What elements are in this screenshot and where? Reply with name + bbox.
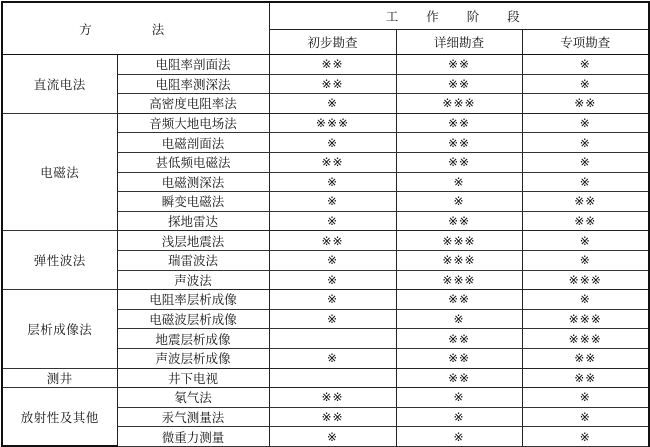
rating-cell: ※※※	[396, 94, 522, 114]
rating-cell: ※	[396, 388, 522, 408]
method-name-cell: 电阻率测深法	[117, 74, 269, 94]
rating-cell: ※	[396, 407, 522, 427]
rating-cell: ※	[269, 192, 396, 212]
method-name-cell: 地震层析成像	[117, 329, 269, 349]
method-name-cell: 瞬变电磁法	[117, 192, 269, 212]
rating-cell: ※※	[396, 211, 522, 231]
method-name-cell: 探地雷达	[117, 211, 269, 231]
rating-cell: ※	[396, 172, 522, 192]
table-row	[2, 388, 649, 408]
method-group-cell: 弹性波法	[2, 231, 117, 290]
method-name-cell: 氡气法	[117, 388, 269, 408]
rating-cell: ※※	[396, 290, 522, 310]
table-row	[2, 55, 649, 75]
rating-cell: ※	[269, 250, 396, 270]
rating-cell: ※	[269, 309, 396, 329]
rating-cell: ※	[522, 231, 649, 251]
stage-col-header: 详细勘查	[396, 30, 522, 55]
method-group-cell: 直流电法	[2, 55, 117, 114]
rating-cell: ※	[269, 211, 396, 231]
rating-cell: ※	[269, 290, 396, 310]
stage-col-header: 专项勘查	[522, 30, 649, 55]
table-row	[2, 231, 649, 251]
rating-cell: ※	[269, 133, 396, 153]
rating-cell: ※	[269, 427, 396, 447]
method-name-cell: 声波法	[117, 270, 269, 290]
rating-cell: ※※	[522, 94, 649, 114]
method-name-cell: 声波层析成像	[117, 348, 269, 368]
rating-cell: ※※	[396, 348, 522, 368]
methods-stage-table	[1, 1, 650, 447]
rating-cell: ※	[522, 407, 649, 427]
rating-cell: ※	[522, 290, 649, 310]
method-name-cell: 电阻率剖面法	[117, 55, 269, 75]
rating-cell: ※	[522, 152, 649, 172]
method-group-cell: 测井	[2, 368, 117, 388]
rating-cell: ※※	[396, 55, 522, 75]
rating-cell: ※※※	[396, 250, 522, 270]
stage-col-header: 初步勘查	[269, 30, 396, 55]
rating-cell: ※	[522, 113, 649, 133]
rating-cell: ※	[522, 427, 649, 447]
stage-header: 工 作 阶 段	[269, 2, 649, 30]
method-name-cell: 音频大地电场法	[117, 113, 269, 133]
table-row	[2, 290, 649, 310]
rating-cell: ※	[269, 172, 396, 192]
rating-cell: ※※※	[396, 270, 522, 290]
method-name-cell: 电磁剖面法	[117, 133, 269, 153]
rating-cell: ※※※	[522, 270, 649, 290]
rating-cell: ※※※	[396, 231, 522, 251]
rating-cell: ※	[269, 348, 396, 368]
rating-cell: ※※	[269, 152, 396, 172]
rating-cell: ※	[396, 427, 522, 447]
rating-cell: ※※	[269, 231, 396, 251]
method-group-cell: 层析成像法	[2, 290, 117, 368]
header-row-1	[2, 2, 649, 30]
rating-cell: ※	[522, 74, 649, 94]
rating-cell: ※※※	[522, 329, 649, 349]
method-name-cell: 电磁波层析成像	[117, 309, 269, 329]
rating-cell: ※	[522, 133, 649, 153]
method-name-cell: 瑞雷波法	[117, 250, 269, 270]
method-group-cell: 放射性及其他	[2, 388, 117, 447]
method-name-cell: 井下电视	[117, 368, 269, 388]
rating-cell: ※※	[522, 368, 649, 388]
rating-cell: ※	[522, 172, 649, 192]
rating-cell: ※※	[269, 74, 396, 94]
table-body	[2, 55, 649, 447]
rating-cell: ※※	[396, 113, 522, 133]
table-row	[2, 368, 649, 388]
rating-cell	[269, 368, 396, 388]
rating-cell	[269, 329, 396, 349]
rating-cell: ※	[522, 250, 649, 270]
method-name-cell: 汞气测量法	[117, 407, 269, 427]
rating-cell: ※※※	[522, 309, 649, 329]
rating-cell: ※※	[269, 388, 396, 408]
rating-cell: ※※	[269, 407, 396, 427]
rating-cell: ※※	[396, 152, 522, 172]
method-name-cell: 浅层地震法	[117, 231, 269, 251]
rating-cell: ※	[396, 192, 522, 212]
rating-cell: ※	[269, 270, 396, 290]
rating-cell: ※	[522, 388, 649, 408]
method-group-cell: 电磁法	[2, 113, 117, 231]
rating-cell: ※※	[522, 211, 649, 231]
rating-cell: ※※	[522, 192, 649, 212]
method-name-cell: 高密度电阻率法	[117, 94, 269, 114]
rating-cell: ※	[269, 94, 396, 114]
method-name-cell: 甚低频电磁法	[117, 152, 269, 172]
rating-cell: ※※	[396, 368, 522, 388]
table-row	[2, 113, 649, 133]
rating-cell: ※※※	[269, 113, 396, 133]
rating-cell: ※※	[396, 329, 522, 349]
method-name-cell: 电磁测深法	[117, 172, 269, 192]
rating-cell: ※	[396, 309, 522, 329]
rating-cell: ※※	[396, 74, 522, 94]
method-name-cell: 电阻率层析成像	[117, 290, 269, 310]
method-name-cell: 微重力测量	[117, 427, 269, 447]
rating-cell: ※※	[396, 133, 522, 153]
rating-cell: ※※	[522, 348, 649, 368]
method-header: 方 法	[2, 2, 269, 55]
rating-cell: ※※	[269, 55, 396, 75]
rating-cell: ※	[522, 55, 649, 75]
